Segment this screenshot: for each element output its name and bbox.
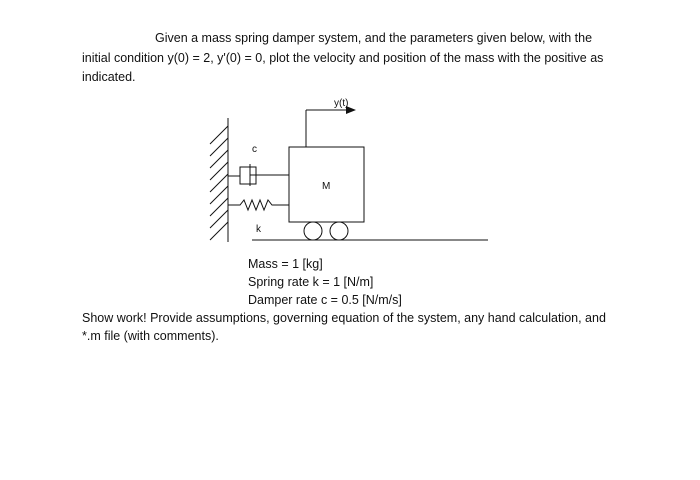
wall xyxy=(210,118,228,242)
displacement-label: y(t) xyxy=(334,98,349,109)
displacement-arrow xyxy=(306,106,356,147)
problem-statement-line-2: initial condition y(0) = 2, y'(0) = 0, plot the velocity and position of the mass with the positive as xyxy=(82,51,604,65)
wheel-left xyxy=(304,222,322,240)
damper-label: c xyxy=(252,144,257,155)
damper xyxy=(228,164,289,186)
parameter-mass: Mass = 1 [kg] xyxy=(248,257,323,271)
spring xyxy=(228,200,289,210)
instructions-line-2: *.m file (with comments). xyxy=(82,329,219,343)
instructions-line-1: Show work! Provide assumptions, governing equation of the system, any hand calculation, and xyxy=(82,311,606,325)
problem-statement-line-1: Given a mass spring damper system, and the parameters given below, with the xyxy=(155,31,593,45)
spring-label: k xyxy=(256,224,261,235)
mass-label: M xyxy=(322,181,331,192)
parameter-spring-rate: Spring rate k = 1 [N/m] xyxy=(248,275,374,289)
wheel-right xyxy=(330,222,348,240)
parameter-damper-rate: Damper rate c = 0.5 [N/m/s] xyxy=(248,293,402,307)
problem-statement-line-3: indicated. xyxy=(82,70,136,84)
